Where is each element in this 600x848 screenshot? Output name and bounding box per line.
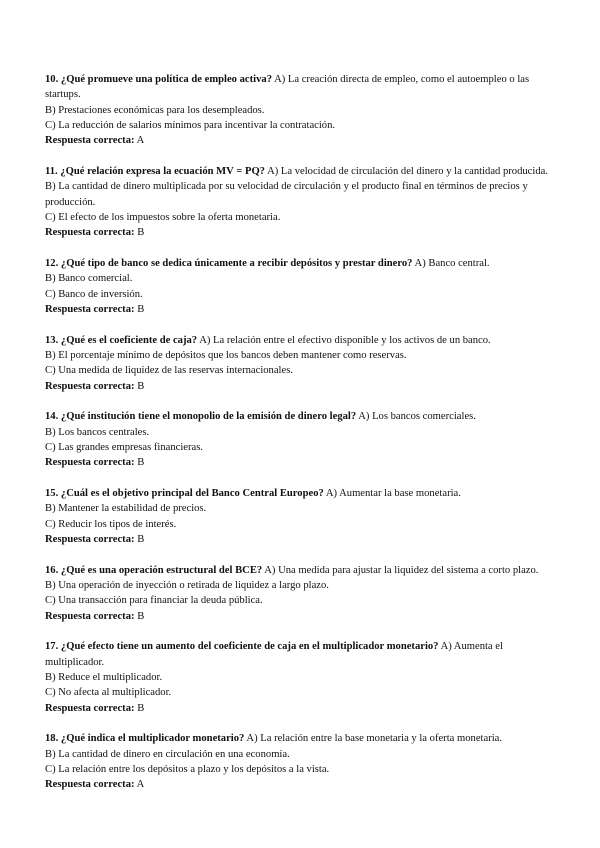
option-b: B) Banco comercial. [45,273,133,285]
option-b: B) Los bancos centrales. [45,426,150,438]
question-text: ¿Qué indica el multiplicador monetario? [60,733,245,745]
answer-value: B [137,457,145,469]
answer-value: B [137,227,145,239]
option-a: A) Los bancos comerciales. [358,411,476,423]
option-a: A) Aumentar la base monetaria. [325,488,461,500]
option-b: B) Prestaciones económicas para los desempleados. [45,104,265,116]
answer-value: B [137,533,145,545]
question-text: ¿Qué relación expresa la ecuación MV = PQ? [60,165,265,177]
answer-line [45,532,557,547]
question-block-10 [45,72,557,148]
question-text: ¿Qué institución tiene el monopolio de la emisión de dinero legal? [60,411,357,423]
answer-line [45,455,557,470]
answer-label: Respuesta correcta: [45,779,135,791]
question-block-15 [45,486,557,547]
answer-label: Respuesta correcta: [45,303,135,315]
option-b: B) Una operación de inyección o retirada de liquidez a largo plazo. [45,580,329,592]
question-line [45,72,557,103]
option-c: C) Banco de inversión. [45,288,143,300]
option-b: B) La cantidad de dinero en circulación en una economía. [45,748,290,760]
option-c: C) No afecta al multiplicador. [45,687,172,699]
question-line [45,731,557,746]
question-block-14 [45,409,557,470]
question-number: 11. [45,165,58,177]
answer-label: Respuesta correcta: [45,610,135,622]
question-number: 17. [45,641,59,653]
option-a: A) Banco central. [414,257,490,269]
question-block-18 [45,731,557,792]
question-line [45,563,557,578]
option-c: C) Una medida de liquidez de las reservas internacionales. [45,365,293,377]
question-text: ¿Cuál es el objetivo principal del Banco Central Europeo? [60,488,324,500]
question-number: 18. [45,733,59,745]
option-a: A) La velocidad de circulación del dinero y la cantidad producida. [267,165,548,177]
answer-label: Respuesta correcta: [45,227,135,239]
answer-value: B [137,303,145,315]
answer-line [45,701,557,716]
question-text: ¿Qué promueve una política de empleo activa? [60,74,272,85]
option-c: C) Una transacción para financiar la deuda pública. [45,595,263,607]
option-c: C) Las grandes empresas financieras. [45,441,203,453]
option-a: A) Aumenta el multiplicador. [45,641,503,668]
option-c: C) La reducción de salarios mínimos para incentivar la contratación. [45,119,336,131]
question-line [45,486,557,501]
answer-label: Respuesta correcta: [45,702,135,714]
answer-value: B [137,610,145,622]
option-c: C) Reducir los tipos de interés. [45,518,177,530]
question-block-13 [45,333,557,394]
question-line [45,639,557,670]
answer-label: Respuesta correcta: [45,533,135,545]
answer-value: B [137,380,145,392]
document-page [45,72,557,808]
answer-value: A [136,779,145,791]
question-text: ¿Qué efecto tiene un aumento del coeficiente de caja en el multiplicador monetario? [60,641,439,653]
answer-line [45,302,557,317]
question-line [45,164,557,179]
option-c: C) El efecto de los impuestos sobre la oferta monetaria. [45,211,281,223]
answer-label: Respuesta correcta: [45,380,135,392]
answer-line [45,225,557,240]
question-line [45,333,557,348]
option-c: C) La relación entre los depósitos a plazo y los depósitos a la vista. [45,763,330,775]
answer-line [45,609,557,624]
question-line [45,409,557,424]
question-number: 16. [45,564,59,576]
question-text: ¿Qué es una operación estructural del BCE? [60,564,263,576]
option-b: B) El porcentaje mínimo de depósitos que los bancos deben mantener como reservas. [45,349,407,361]
answer-line [45,777,557,792]
answer-line [45,379,557,394]
option-a: A) La relación entre el efectivo disponible y los activos de un banco. [199,334,491,346]
question-block-11 [45,164,557,240]
question-block-17 [45,639,557,715]
answer-line [45,133,557,148]
question-number: 10. [45,74,59,85]
question-number: 14. [45,411,59,423]
answer-value: A [136,135,145,147]
option-b: B) Reduce el multiplicador. [45,672,163,683]
question-number: 15. [45,488,59,500]
answer-label: Respuesta correcta: [45,457,135,469]
question-number: 13. [45,334,59,346]
answer-label: Respuesta correcta: [45,135,135,147]
question-text: ¿Qué tipo de banco se dedica únicamente a recibir depósitos y prestar dinero? [60,257,413,269]
option-a: A) La creación directa de empleo, como el autoempleo o las startups. [45,74,530,101]
question-number: 12. [45,257,59,269]
question-block-12 [45,256,557,317]
option-a: A) La relación entre la base monetaria y la oferta monetaria. [246,733,503,745]
option-a: A) Una medida para ajustar la liquidez del sistema a corto plazo. [264,564,539,576]
answer-value: B [137,702,145,714]
question-block-16 [45,563,557,624]
option-b: B) La cantidad de dinero multiplicada por su velocidad de circulación y el producto final en términos de precios y producción. [45,181,528,208]
option-b: B) Mantener la estabilidad de precios. [45,503,207,515]
question-text: ¿Qué es el coeficiente de caja? [60,334,198,346]
question-line [45,256,557,271]
